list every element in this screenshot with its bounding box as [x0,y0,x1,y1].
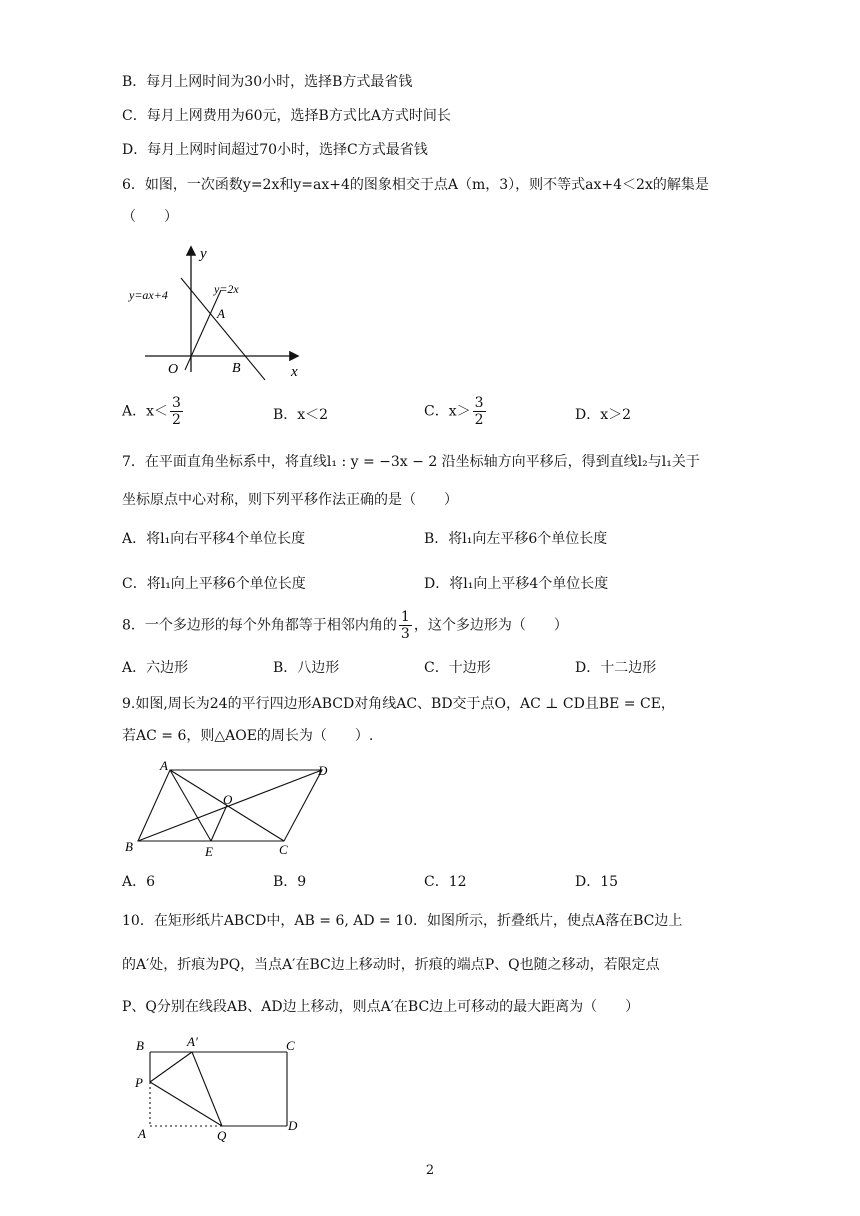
q10-rectangle-figure [130,1030,310,1145]
q6-option-b: B．x＜2 [273,407,329,423]
q9-stem-line1: 9.如图,周长为24的平行四边形ABCD对角线AC、BD交于点O，AC ⊥ CD且BE = CE， [122,696,675,712]
label-a-prime: A′ [187,1034,198,1049]
label-c: C [286,1038,295,1053]
q8-option-d: D．十二边形 [575,660,657,676]
q9-option-c: C．12 [424,874,467,890]
q5-option-c: C．每月上网费用为60元，选择B方式比A方式时间长 [122,108,451,124]
page-number: 2 [425,1163,435,1178]
label-b: B [136,1038,144,1053]
q7-stem-line2: 坐标原点中心对称，则下列平移作法正确的是（ ） [122,492,458,508]
line2-label: y=2x [214,282,239,296]
point-b-label: B [232,361,241,376]
label-a: A [138,1126,146,1141]
q10-stem-line3: P、Q分别在线段AB、AD边上移动，则点A′在BC边上可移动的最大距离为（ ） [122,999,640,1015]
label-e: E [205,844,213,859]
fold-a-prime-q [192,1052,222,1126]
q6-paren: （ ） [122,209,178,225]
q6-option-d: D．x＞2 [575,407,632,423]
label-b: B [125,839,133,854]
label-o: O [223,792,233,807]
origin-label: O [168,362,179,377]
line1-label: y=ax+4 [129,288,168,302]
q10-stem-line1: 10．在矩形纸片ABCD中，AB = 6, AD = 10．如图所示，折叠纸片，使点A落在BC边上 [122,913,683,929]
label-a: A [160,758,168,773]
label-p: P [135,1075,143,1090]
y-axis-label: y [200,246,207,262]
q8-stem: 8．一个多边形的每个外角都等于相邻内角的 $\frac{1}{3}$ ，这个多边形为（ ） [122,609,568,642]
q5-option-d: D．每月上网时间超过70小时，选择C方式最省钱 [122,142,428,158]
q7-option-a: A．将l₁向右平移4个单位长度 [122,531,306,547]
q9-option-d: D．15 [575,874,619,890]
q7-stem-line1: 7．在平面直角坐标系中，将直线l₁ : y = −3x − 2 沿坐标轴方向平移后，得到直线l₂与l₁关于 [122,454,700,470]
q7-option-d: D．将l₁向上平移4个单位长度 [424,576,609,592]
label-q: Q [217,1128,227,1143]
crease-pq [150,1082,222,1126]
q7-option-b: B．将l₁向左平移6个单位长度 [424,531,608,547]
label-d: D [318,763,328,778]
q10-stem-line2: 的A′处，折痕为PQ，当点A′在BC边上移动时，折痕的端点P、Q也随之移动，若限定点 [122,957,660,973]
q5-option-b: B．每月上网时间为30小时，选择B方式最省钱 [122,74,413,90]
segment-ae [170,770,211,841]
point-a-label: A [217,306,225,321]
q6-option-c: C．x＞ $\frac{3}{2}$ [424,395,484,428]
q6-graph-figure [125,240,310,380]
q9-parallelogram-figure [122,758,337,860]
q9-option-b: B．9 [273,874,307,890]
q9-option-a: A．6 [122,874,156,890]
x-axis-label: x [291,364,298,380]
q8-option-a: A．六边形 [122,660,189,676]
label-c: C [279,842,288,857]
fold-pa-prime [150,1052,192,1082]
q8-option-b: B．八边形 [273,660,340,676]
q9-stem-line2: 若AC = 6，则△AOE的周长为（ ）. [122,728,374,744]
q6-option-a: A．x＜ $\frac{3}{2}$ [122,395,181,428]
q6-stem: 6．如图，一次函数y=2x和y=ax+4的图象相交于点A（m，3），则不等式ax+4＜2x的解集是 [122,177,709,193]
q7-option-c: C．将l₁向上平移6个单位长度 [122,576,306,592]
segment-oe [211,805,227,841]
label-d: D [288,1118,298,1133]
q8-option-c: C．十边形 [424,660,491,676]
